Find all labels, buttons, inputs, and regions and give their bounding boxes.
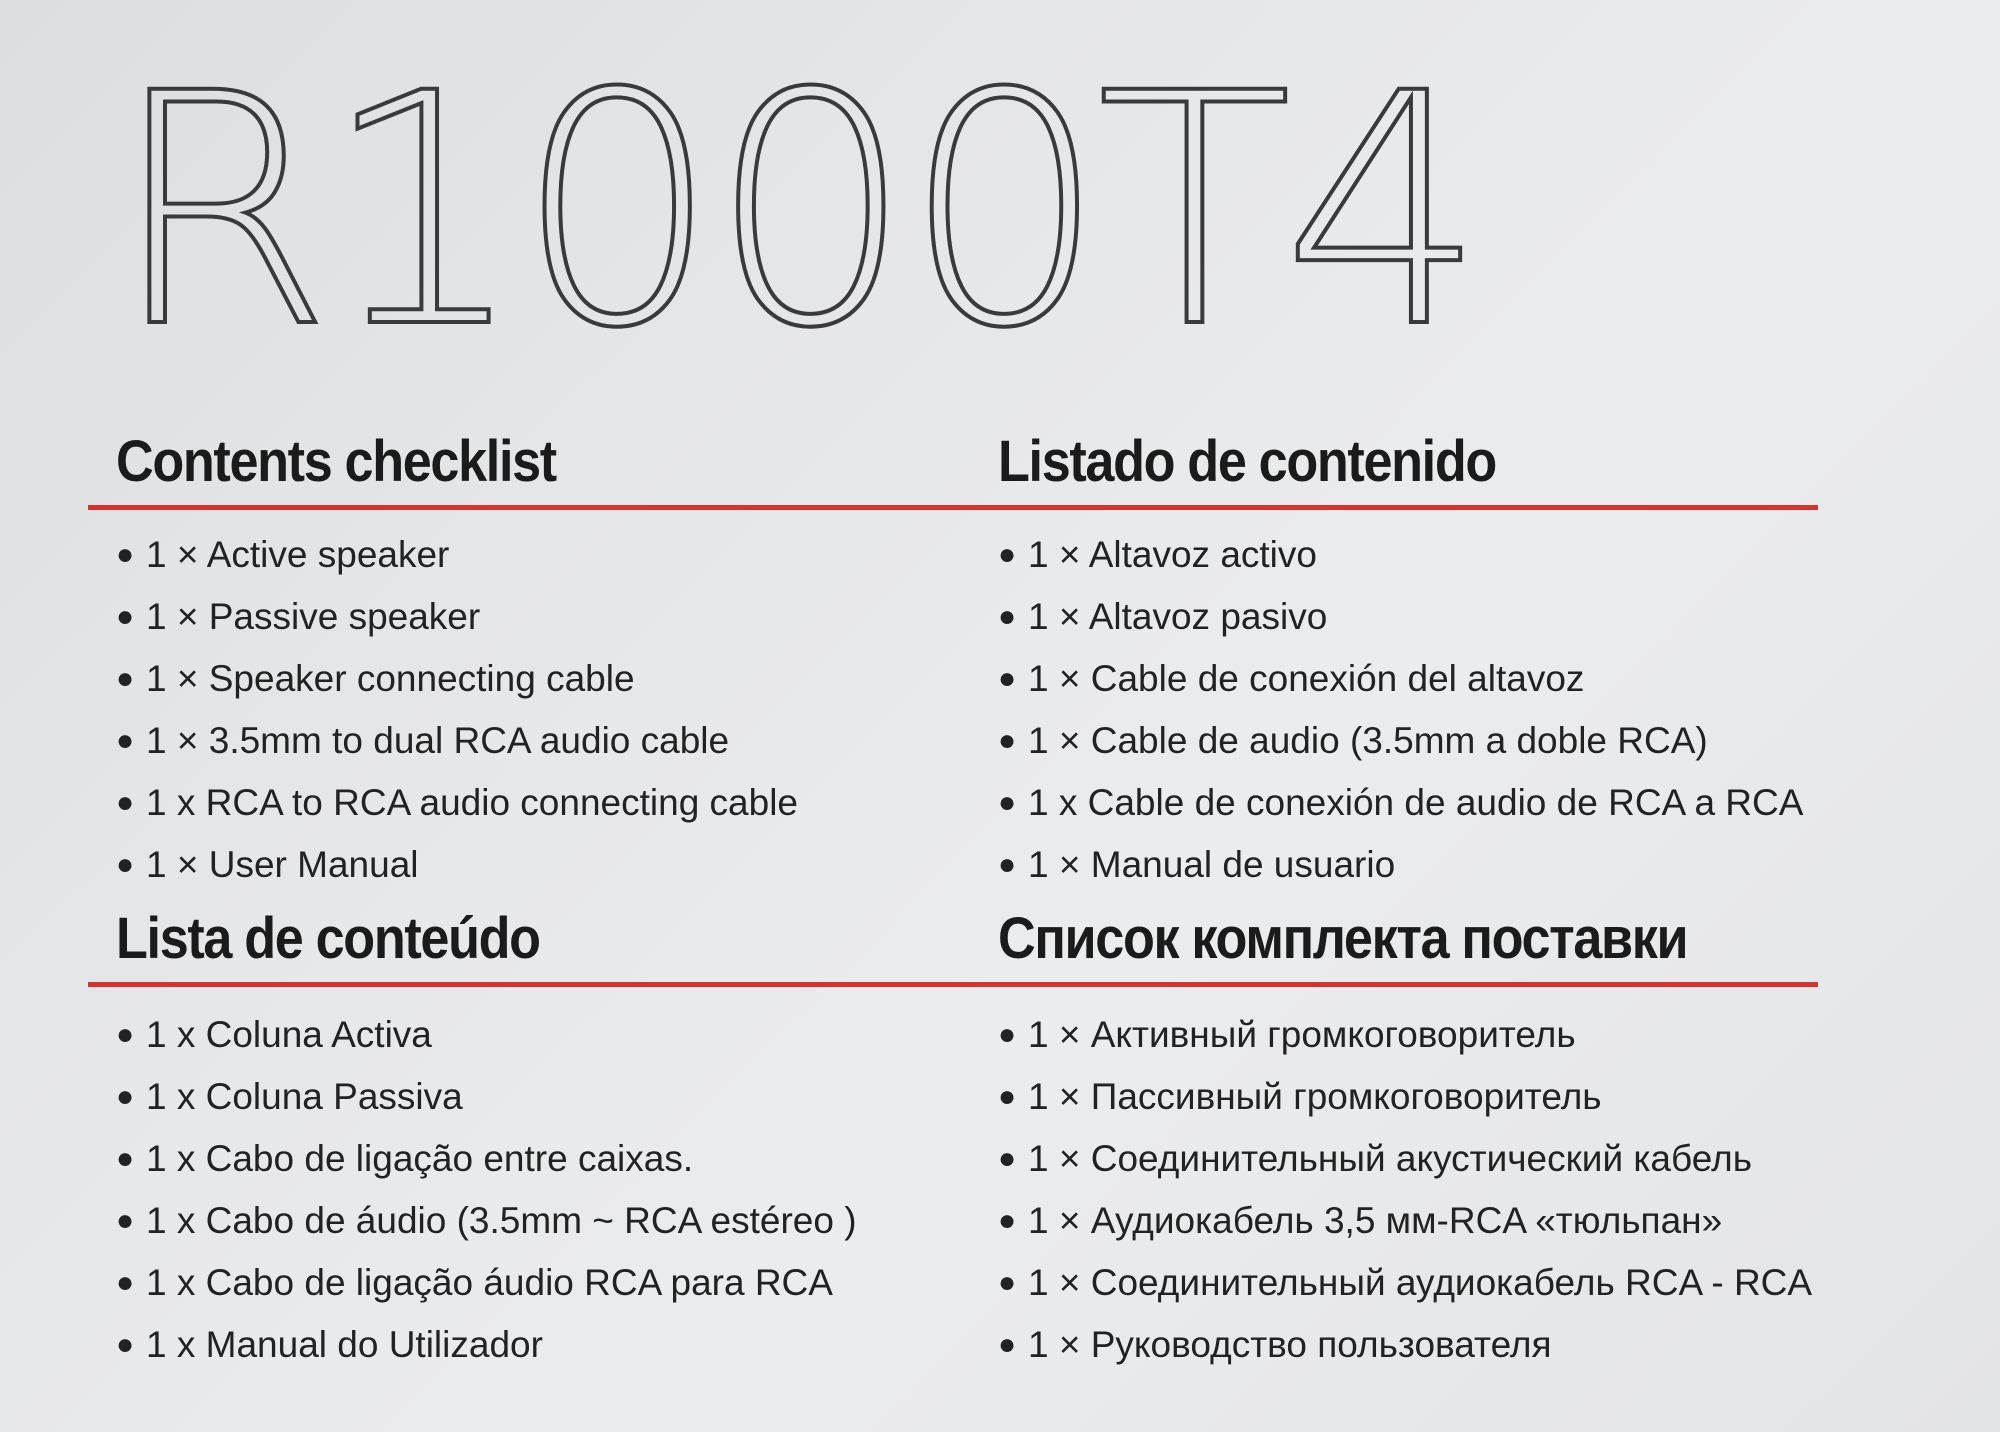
bullet-icon: ●: [116, 1328, 135, 1361]
list-item: ● 1 × Соединительный аудиокабель RCA - RCA: [998, 1252, 1812, 1314]
list-item: ● 1 × Активный громкоговоритель: [998, 1004, 1812, 1066]
contents-list-spanish: [998, 524, 1803, 896]
list-item: ● 1 × Аудиокабель 3,5 мм-RCA «тюльпан»: [998, 1190, 1812, 1252]
bullet-icon: ●: [998, 538, 1017, 571]
bullet-icon: ●: [116, 1266, 135, 1299]
model-title: R1000T4: [110, 26, 1476, 398]
bullet-icon: ●: [116, 1080, 135, 1113]
bullet-icon: ●: [998, 1080, 1017, 1113]
bullet-icon: ●: [116, 1204, 135, 1237]
bullet-icon: ●: [998, 1204, 1017, 1237]
section-heading-english: Contents checklist: [116, 429, 556, 494]
list-item: ● 1 × Соединительный акустический кабель: [998, 1128, 1812, 1190]
list-item: ● 1 × Altavoz pasivo: [998, 586, 1803, 648]
bullet-icon: ●: [116, 538, 135, 571]
list-item: ● 1 × Пассивный громкоговоритель: [998, 1066, 1812, 1128]
list-item: ● 1 × Cable de conexión del altavoz: [998, 648, 1803, 710]
list-item: ● 1 x RCA to RCA audio connecting cable: [116, 772, 798, 834]
bullet-icon: ●: [116, 786, 135, 819]
bullet-icon: ●: [998, 1018, 1017, 1051]
bullet-icon: ●: [998, 786, 1017, 819]
section-heading-spanish: Listado de contenido: [998, 429, 1496, 494]
red-divider-bottom: [88, 982, 1818, 987]
list-item: ● 1 × 3.5mm to dual RCA audio cable: [116, 710, 798, 772]
red-divider-top: [88, 505, 1818, 510]
list-item: ● 1 x Coluna Passiva: [116, 1066, 857, 1128]
bullet-icon: ●: [998, 1142, 1017, 1175]
list-item: ● 1 x Manual do Utilizador: [116, 1314, 857, 1376]
bullet-icon: ●: [116, 724, 135, 757]
contents-list-english: [116, 524, 798, 896]
bullet-icon: ●: [116, 600, 135, 633]
bullet-icon: ●: [998, 724, 1017, 757]
list-item: ● 1 × Cable de audio (3.5mm a doble RCA): [998, 710, 1803, 772]
contents-list-russian: [998, 1004, 1812, 1376]
section-heading-portuguese: Lista de conteúdo: [116, 906, 540, 971]
list-item: ● 1 × Active speaker: [116, 524, 798, 586]
list-item: ● 1 × Manual de usuario: [998, 834, 1803, 896]
bullet-icon: ●: [998, 662, 1017, 695]
list-item: ● 1 x Cabo de ligação entre caixas.: [116, 1128, 857, 1190]
section-heading-russian: Список комплекта поставки: [998, 906, 1688, 971]
list-item: ● 1 × Passive speaker: [116, 586, 798, 648]
bullet-icon: ●: [998, 1266, 1017, 1299]
bullet-icon: ●: [116, 1018, 135, 1051]
contents-list-portuguese: [116, 1004, 857, 1376]
list-item: ● 1 × Speaker connecting cable: [116, 648, 798, 710]
list-item: ● 1 × User Manual: [116, 834, 798, 896]
bullet-icon: ●: [998, 1328, 1017, 1361]
bullet-icon: ●: [116, 1142, 135, 1175]
bullet-icon: ●: [998, 848, 1017, 881]
list-item: ● 1 × Altavoz activo: [998, 524, 1803, 586]
list-item: ● 1 x Cable de conexión de audio de RCA a RCA: [998, 772, 1803, 834]
bullet-icon: ●: [998, 600, 1017, 633]
bullet-icon: ●: [116, 662, 135, 695]
list-item: ● 1 x Coluna Activa: [116, 1004, 857, 1066]
list-item: ● 1 x Cabo de ligação áudio RCA para RCA: [116, 1252, 857, 1314]
list-item: ● 1 × Руководство пользователя: [998, 1314, 1812, 1376]
bullet-icon: ●: [116, 848, 135, 881]
list-item: ● 1 x Cabo de áudio (3.5mm ~ RCA estéreo ): [116, 1190, 857, 1252]
